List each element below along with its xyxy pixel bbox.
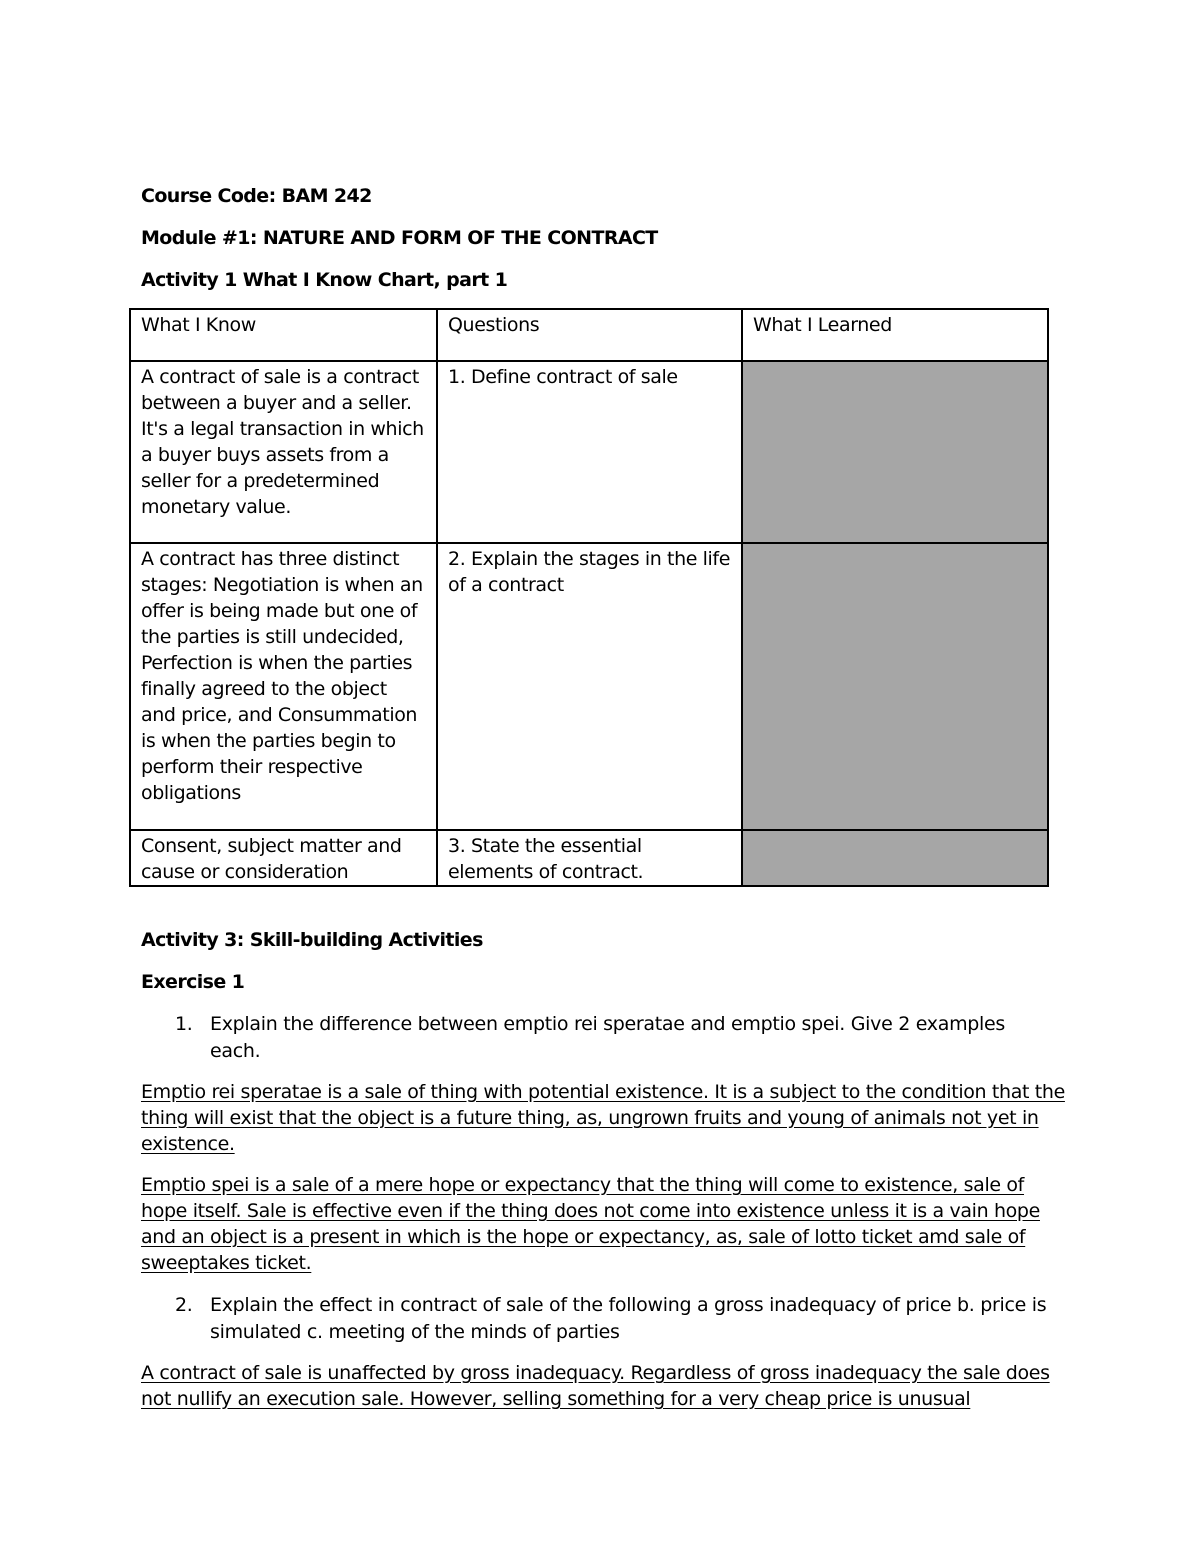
- question-number: 2.: [175, 1294, 193, 1316]
- question-cell: 3. State the essential elements of contract.: [437, 830, 742, 886]
- list-item: [175, 1292, 1055, 1346]
- activity1-title: Activity 1 What I Know Chart, part 1: [141, 269, 508, 291]
- list-item: [175, 1011, 1055, 1065]
- know-cell: A contract has three distinct stages: Negotiation is when an offer is being made but one of the parties is still undecided, Perfection is when the parties finally agreed to the object and price, and Consummation is when the parties begin to perform their respective obligations: [130, 543, 437, 830]
- module-title: Module #1: NATURE AND FORM OF THE CONTRACT: [141, 227, 658, 249]
- course-code: Course Code: BAM 242: [141, 185, 372, 207]
- column-header-what-i-know: What I Know: [130, 309, 437, 361]
- question-text: Explain the effect in contract of sale of the following a gross inadequacy of price b. price is simulated c. meeting of the minds of parties: [210, 1294, 1047, 1343]
- table-row: [130, 361, 1048, 543]
- answer-emptio-rei-speratae: Emptio rei speratae is a sale of thing with potential existence. It is a subject to the condition that the thing will exist that the object is a future thing, as, ungrown fruits and young of animals not yet in existence.: [141, 1081, 1065, 1155]
- question-cell: 1. Define contract of sale: [437, 361, 742, 543]
- activity3-title: Activity 3: Skill-building Activities: [141, 929, 483, 951]
- question-number: 1.: [175, 1013, 193, 1035]
- question-cell: 2. Explain the stages in the life of a contract: [437, 543, 742, 830]
- column-header-what-i-learned: What I Learned: [742, 309, 1048, 361]
- question-text: Explain the difference between emptio rei speratae and emptio spei. Give 2 examples each.: [210, 1013, 1006, 1062]
- know-cell: Consent, subject matter and cause or consideration: [130, 830, 437, 886]
- column-header-questions: Questions: [437, 309, 742, 361]
- table-row: [130, 543, 1048, 830]
- know-cell: A contract of sale is a contract between a buyer and a seller. It's a legal transaction in which a buyer buys assets from a seller for a predetermined monetary value.: [130, 361, 437, 543]
- learned-cell[interactable]: [742, 830, 1048, 886]
- chart-header-row: [130, 309, 1048, 361]
- answer-emptio-spei: Emptio spei is a sale of a mere hope or expectancy that the thing will come to existence, sale of hope itself. Sale is effective even if the thing does not come into existence unless it is a vain hope and an object is a present in which is the hope or expectancy, as, sale of lotto ticket amd sale of sweeptakes ticket.: [141, 1174, 1040, 1274]
- exercise-question-2: [175, 1292, 1055, 1346]
- table-row: [130, 830, 1048, 886]
- learned-cell[interactable]: [742, 361, 1048, 543]
- exercise-title: Exercise 1: [141, 971, 245, 993]
- learned-cell[interactable]: [742, 543, 1048, 830]
- exercise-question-1: [175, 1011, 1055, 1065]
- what-i-know-chart: [129, 308, 1049, 887]
- answer-gross-inadequacy: A contract of sale is unaffected by gross inadequacy. Regardless of gross inadequacy the sale does not nullify an execution sale. However, selling something for a very cheap price is unusual: [141, 1362, 1050, 1410]
